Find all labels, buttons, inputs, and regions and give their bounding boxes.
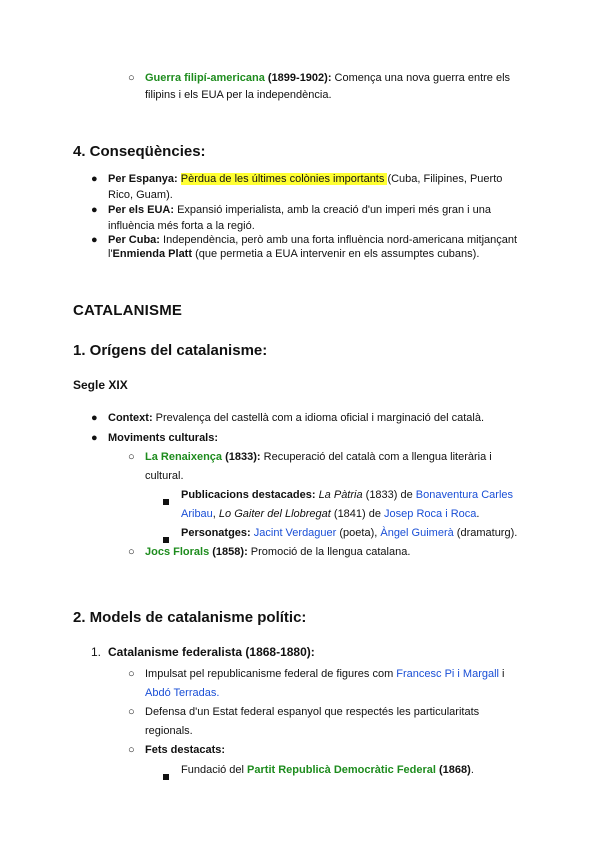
- subheading-segle: Segle XIX: [73, 378, 128, 392]
- bullet-icon: ●: [91, 412, 98, 424]
- section-heading-consequencies: 4. Conseqüències:: [73, 143, 206, 160]
- link-guimera[interactable]: Àngel Guimerà: [380, 527, 454, 539]
- list-item-publicacions: Publicacions destacades: La Pàtria (1833) de Bonaventura Carles: [181, 489, 514, 501]
- list-item-cuba: Per Cuba: Independència, però amb una forta influència nord-americana mitjançant: [108, 234, 518, 246]
- list-item-jocs: Jocs Florals (1858): Promoció de la llengua catalana.: [145, 546, 411, 558]
- list-item-renaixenca: La Renaixença (1833): Recuperació del català com a llengua literària i: [145, 451, 492, 463]
- guerra-title: Guerra filipí-americana: [145, 72, 265, 84]
- list-item-fundacio: Fundació del Partit Republicà Democràtic Federal (1868).: [181, 764, 474, 776]
- hollow-bullet-icon: ○: [128, 744, 135, 756]
- list-item-federalista: Catalanisme federalista (1868-1880):: [108, 645, 315, 659]
- section-heading-models: 2. Models de catalanisme polític:: [73, 609, 307, 626]
- bullet-icon: ●: [91, 432, 98, 444]
- guerra-years: (1899-1902):: [267, 72, 332, 84]
- list-item-eua: Per els EUA: Expansió imperialista, amb la creació d'un imperi més gran i una: [108, 204, 492, 216]
- eua-text-cont: influència més forta a la regió.: [108, 220, 255, 232]
- list-item-defensa: Defensa d'un Estat federal espanyol que respectés les particularitats: [145, 706, 480, 718]
- bullet-icon: ●: [91, 204, 98, 216]
- defensa-text-cont: regionals.: [145, 725, 193, 737]
- cuba-text-cont: l'Enmienda Platt (que permetia a EUA intervenir en els assumptes cubans).: [108, 248, 480, 260]
- impulsat-text-cont: Abdó Terradas.: [145, 687, 220, 699]
- list-item-guerra: Guerra filipí-americana (1899-1902): Comença una nova guerra entre els: [145, 72, 511, 84]
- hollow-bullet-icon: ○: [128, 668, 135, 680]
- hollow-bullet-icon: ○: [128, 706, 135, 718]
- square-bullet-icon: [163, 767, 169, 785]
- section-heading-origens: 1. Orígens del catalanisme:: [73, 342, 268, 359]
- renaixenca-text-cont: cultural.: [145, 470, 184, 482]
- list-item-impulsat: Impulsat pel republicanisme federal de figures com Francesc Pi i Margall i: [145, 668, 505, 680]
- list-number: 1.: [91, 645, 102, 659]
- list-item-personatges: Personatges: Jacint Verdaguer (poeta), Àngel Guimerà (dramaturg).: [181, 527, 518, 539]
- link-aribau-cont[interactable]: Aribau: [181, 508, 213, 520]
- publicacions-text-cont: Aribau, Lo Gaiter del Llobregat (1841) de Josep Roca i Roca.: [181, 508, 480, 520]
- bullet-icon: ●: [91, 234, 98, 246]
- hollow-bullet-icon: ○: [128, 451, 135, 463]
- list-item-context: Context: Prevalença del castellà com a idioma oficial i marginació del català.: [108, 412, 484, 424]
- link-terradas[interactable]: Abdó Terradas: [145, 687, 217, 699]
- list-item-moviments: Moviments culturals:: [108, 432, 219, 444]
- document-section-title: CATALANISME: [73, 302, 183, 319]
- bullet-icon: ●: [91, 173, 98, 185]
- hollow-bullet-icon: ○: [128, 546, 135, 558]
- square-bullet-icon: [163, 492, 169, 510]
- guerra-text-cont: filipins i els EUA per la independència.: [145, 89, 332, 101]
- highlighted-text: Pèrdua de les últimes colònies importants: [180, 173, 388, 185]
- list-item-espanya: Per Espanya: Pèrdua de les últimes colònies importants (Cuba, Filipines, Puerto: [108, 173, 503, 185]
- link-roca[interactable]: Josep Roca i Roca: [384, 508, 477, 520]
- link-verdaguer[interactable]: Jacint Verdaguer: [253, 527, 337, 539]
- link-aribau[interactable]: Bonaventura Carles: [415, 489, 514, 501]
- list-item-fets: Fets destacats:: [145, 744, 226, 756]
- espanya-text-cont: Rico, Guam).: [108, 189, 173, 201]
- link-pi-margall[interactable]: Francesc Pi i Margall: [396, 668, 499, 680]
- hollow-bullet-icon: ○: [128, 72, 135, 84]
